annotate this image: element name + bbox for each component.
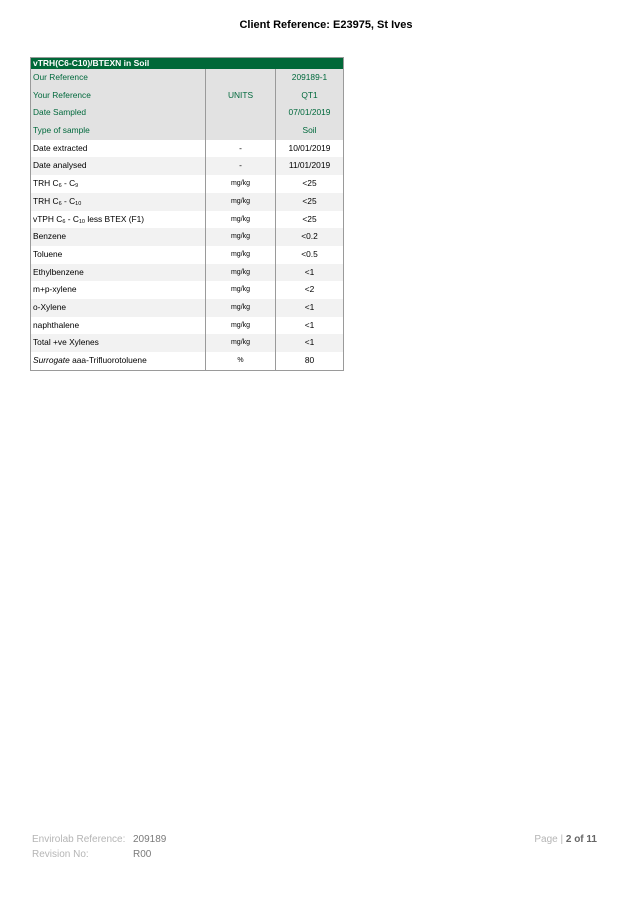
row-value: 10/01/2019 — [288, 142, 331, 153]
table-header-row — [31, 69, 343, 87]
row-value: 07/01/2019 — [288, 107, 331, 118]
row-value: <1 — [304, 301, 315, 312]
row-units: mg/kg — [206, 264, 276, 282]
row-units: mg/kg — [206, 299, 276, 317]
row-label: TRH $C_6 - C_9$ — [31, 175, 206, 193]
table-row — [31, 246, 343, 264]
table-header-row — [31, 104, 343, 122]
row-units: mg/kg — [206, 175, 276, 193]
row-value: <2 — [304, 284, 315, 295]
row-units: mg/kg — [206, 334, 276, 352]
row-value: <1 — [304, 266, 315, 277]
row-units: - — [206, 140, 276, 158]
row-value: 11/01/2019 — [288, 160, 331, 171]
table-row — [31, 317, 343, 335]
row-label: TRH $C_6 - C_{10}$ — [31, 193, 206, 211]
row-label: Surrogate aaa-Trifluorotoluene — [31, 352, 206, 370]
row-units: mg/kg — [206, 228, 276, 246]
table-header-row — [31, 122, 343, 140]
row-value: <1 — [304, 319, 315, 330]
row-units: mg/kg — [206, 317, 276, 335]
row-units: UNITS — [206, 87, 276, 105]
row-units: mg/kg — [206, 246, 276, 264]
table-row — [31, 211, 343, 229]
row-units — [206, 69, 276, 87]
table-row — [31, 140, 343, 158]
row-value: <25 — [302, 213, 317, 224]
table-row — [31, 264, 343, 282]
row-units — [206, 104, 276, 122]
row-value: <1 — [304, 337, 315, 348]
row-value: <25 — [302, 195, 317, 206]
row-label: naphthalene — [31, 317, 206, 335]
row-label: Type of sample — [31, 122, 206, 140]
row-value: QT1 — [301, 89, 318, 100]
page-number — [534, 834, 597, 845]
client-reference: Client Reference: E23975, St Ives — [239, 19, 413, 31]
results-table — [30, 57, 344, 371]
row-label: Date Sampled — [31, 104, 206, 122]
table-row — [31, 281, 343, 299]
row-label: Benzene — [31, 228, 206, 246]
row-label: Toluene — [31, 246, 206, 264]
row-value: 80 — [304, 355, 315, 365]
row-units — [206, 122, 276, 140]
row-label: Ethylbenzene — [31, 264, 206, 282]
row-units: mg/kg — [206, 193, 276, 211]
row-label: Total +ve Xylenes — [31, 334, 206, 352]
revision-label: Revision No: — [32, 849, 89, 860]
row-units: mg/kg — [206, 211, 276, 229]
table-header-row — [31, 87, 343, 105]
row-label: Date analysed — [31, 157, 206, 175]
row-label: o-Xylene — [31, 299, 206, 317]
row-value: 209189-1 — [291, 72, 328, 82]
row-value: <25 — [302, 178, 317, 189]
table-row — [31, 193, 343, 211]
row-label: m+p-xylene — [31, 281, 206, 299]
row-label: Our Reference — [31, 69, 206, 87]
table-row — [31, 157, 343, 175]
row-label: Your Reference — [31, 87, 206, 105]
table-row — [31, 299, 343, 317]
row-units: mg/kg — [206, 281, 276, 299]
row-units: - — [206, 157, 276, 175]
row-units: % — [206, 352, 276, 370]
table-row — [31, 175, 343, 193]
revision-value: R00 — [133, 849, 152, 860]
table-row — [31, 228, 343, 246]
envirolab-reference-value: 209189 — [133, 834, 167, 845]
page-value: 2 of 11 — [565, 834, 597, 845]
row-value: <0.2 — [301, 231, 318, 242]
row-label: vTPH $C_6 - C_{10}$ less BTEX (F1) — [31, 211, 206, 229]
page-prefix: Page | — [534, 834, 564, 845]
table-row — [31, 334, 343, 352]
footer-references — [32, 832, 166, 862]
row-value: Soil — [302, 125, 317, 136]
table-row — [31, 352, 343, 370]
envirolab-reference-label: Envirolab Reference: — [32, 834, 126, 845]
table-title: vTRH(C6-C10)/BTEXN in Soil — [31, 58, 343, 69]
row-label: Date extracted — [31, 140, 206, 158]
row-value: <0.5 — [301, 248, 318, 259]
